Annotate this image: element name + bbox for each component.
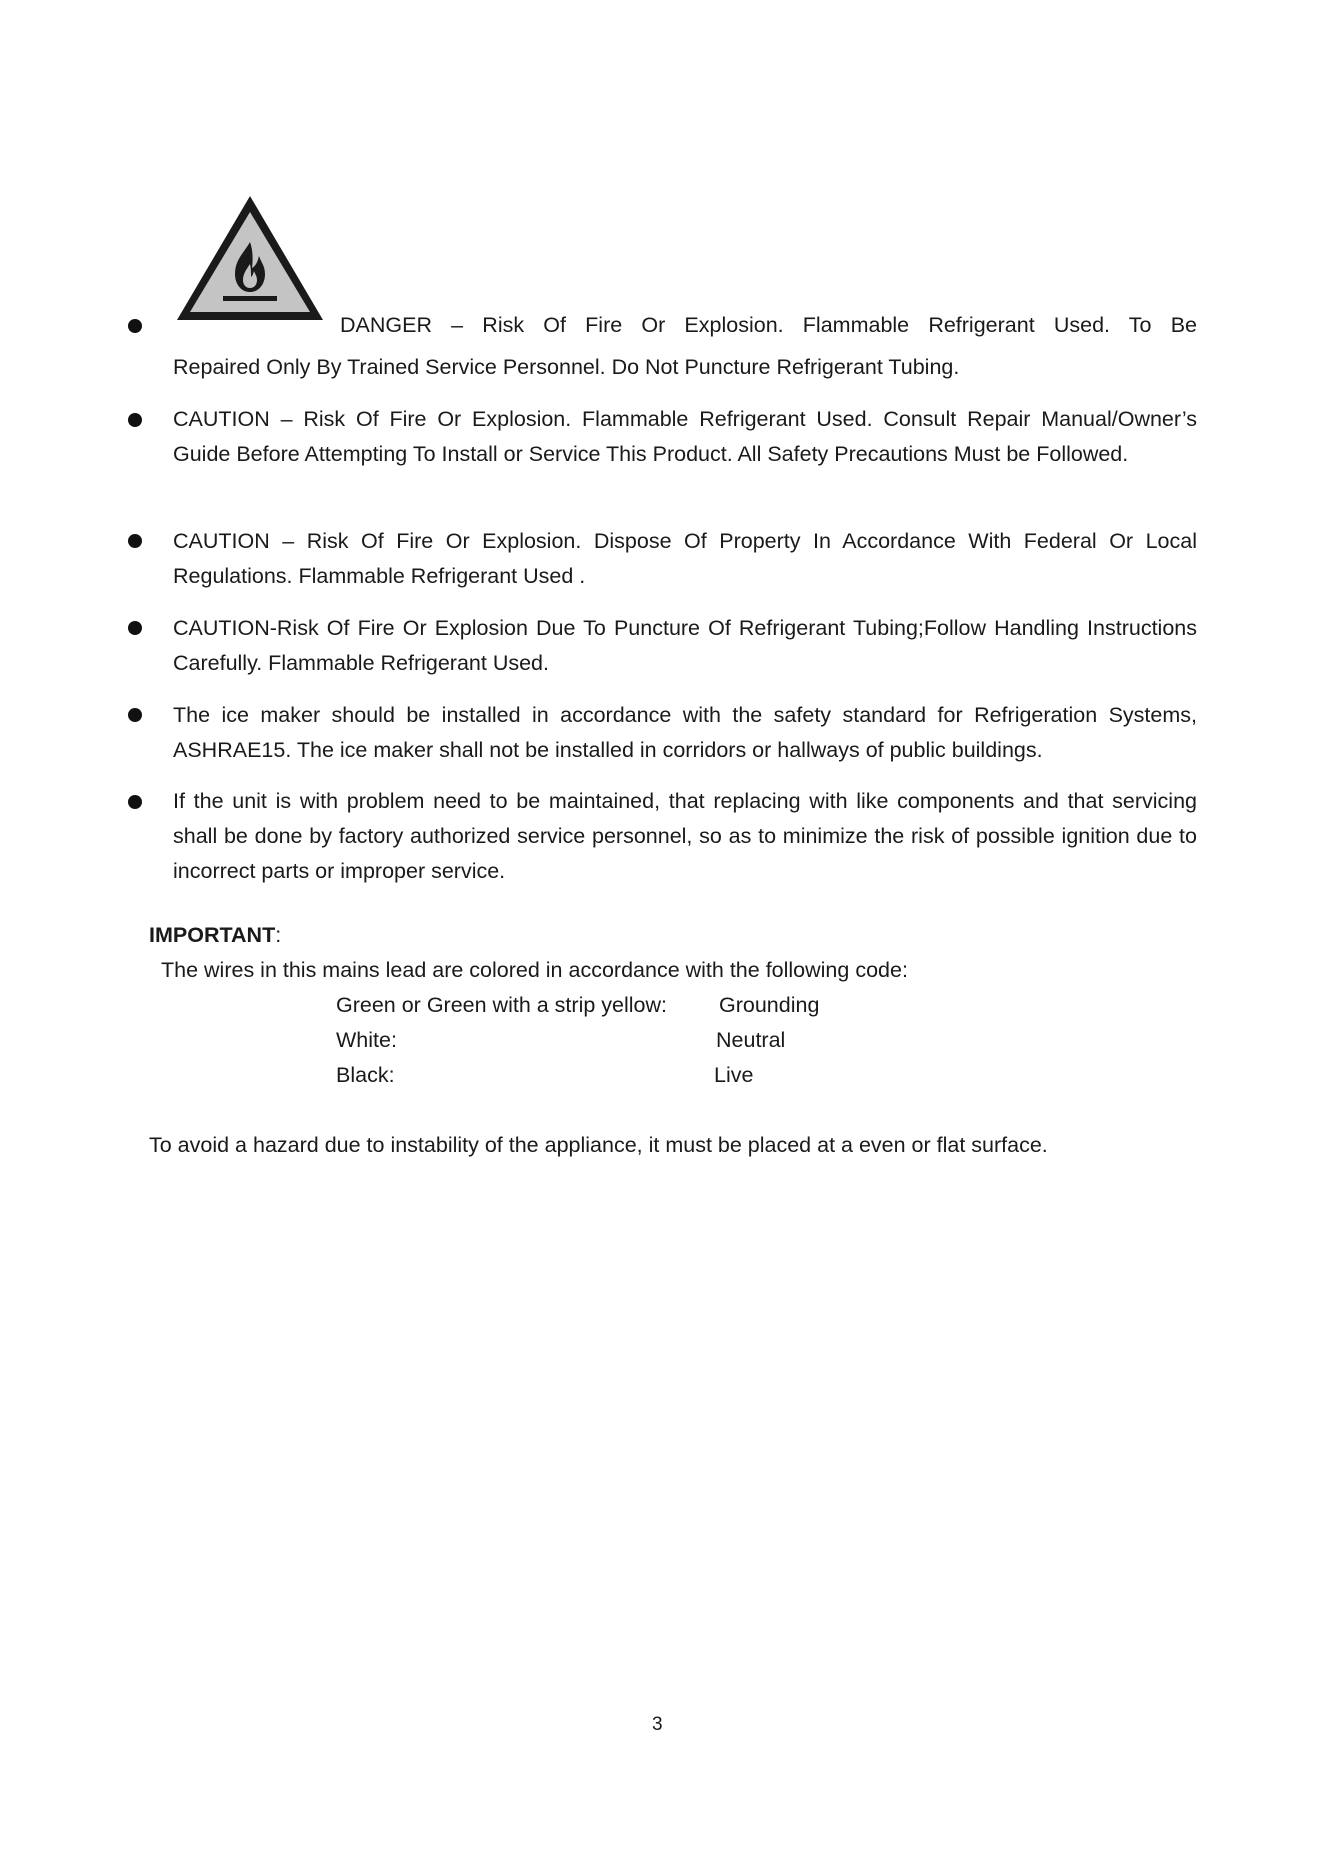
installation-standard: The ice maker should be installed in accordance with the safety standard for Refrigeration Systems, ASHRAE15. The ice maker shall not be installed in corridors or hallways of public buildings.	[173, 703, 1197, 762]
wire-label-ground: Green or Green with a strip yellow:	[336, 993, 667, 1017]
stability-notice: To avoid a hazard due to instability of the appliance, it must be placed at a even or flat surface.	[149, 1133, 1048, 1157]
wire-code-intro: The wires in this mains lead are colored in accordance with the following code:	[161, 958, 908, 982]
wire-value-neutral: Neutral	[716, 1028, 786, 1052]
wire-label-neutral: White:	[336, 1028, 397, 1052]
bullet-dot	[128, 795, 142, 809]
caution-consult-manual: CAUTION – Risk Of Fire Or Explosion. Flammable Refrigerant Used. Consult Repair Manual/Owner’s Guide Before Attempting To Install or Service This Product. All Safety Precautions Must be Followed.	[173, 407, 1197, 466]
caution-dispose-property: CAUTION – Risk Of Fire Or Explosion. Dispose Of Property In Accordance With Federal Or Local Regulations. Flammable Refrigerant Used .	[173, 529, 1197, 588]
wire-value-live: Live	[714, 1063, 754, 1087]
danger-warning-text: DANGER – Risk Of Fire Or Explosion. Flammable Refrigerant Used. To Be	[340, 313, 1197, 337]
flammable-warning-icon	[173, 192, 327, 326]
maintenance-notice: If the unit is with problem need to be maintained, that replacing with like components and that servicing shall be done by factory authorized service personnel, so as to minimize the risk of possible ignition due to incorrect parts or improper service.	[173, 789, 1197, 883]
page-number: 3	[652, 1714, 663, 1735]
wire-value-ground: Grounding	[719, 993, 820, 1017]
important-heading-row	[149, 923, 281, 948]
bullet-dot	[128, 708, 142, 722]
bullet-dot	[128, 413, 142, 427]
danger-warning-continuation: Repaired Only By Trained Service Personnel. Do Not Puncture Refrigerant Tubing.	[173, 355, 960, 379]
caution-puncture-tubing: CAUTION-Risk Of Fire Or Explosion Due To Puncture Of Refrigerant Tubing;Follow Handling Instructions Carefully. Flammable Refrigerant Used.	[173, 616, 1197, 675]
bullet-dot	[128, 534, 142, 548]
wire-label-live: Black:	[336, 1063, 395, 1087]
important-colon: :	[275, 923, 282, 947]
bullet-dot	[128, 621, 142, 635]
important-heading: IMPORTANT	[149, 923, 276, 947]
bullet-dot	[128, 319, 142, 333]
